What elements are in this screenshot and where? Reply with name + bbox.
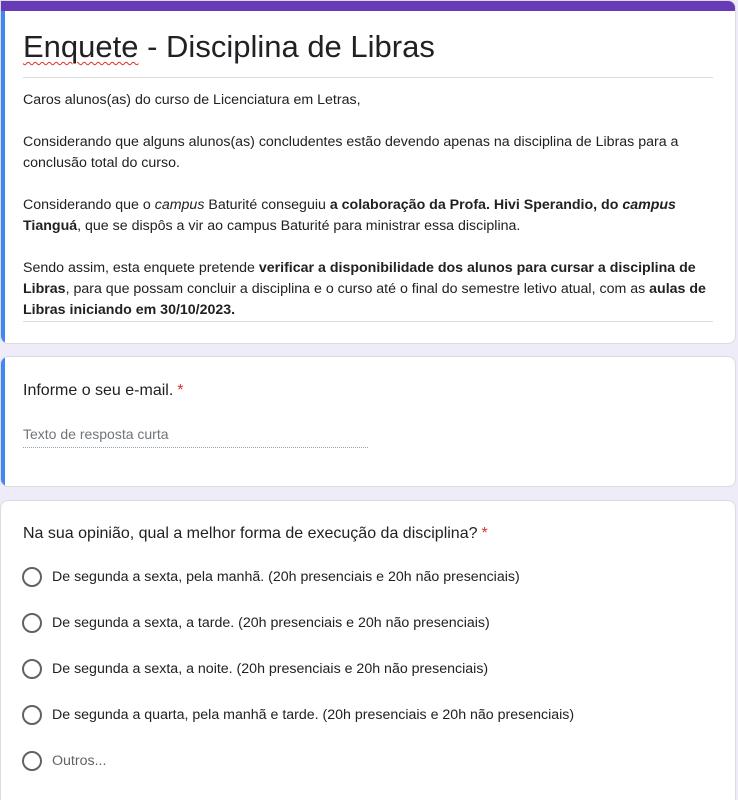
desc-p4-text-a: Sendo assim, esta enquete pretende [23, 260, 259, 276]
desc-p3-italic-campus: campus [154, 197, 205, 213]
required-asterisk: * [177, 382, 184, 399]
radio-option-mon-fri-night[interactable] [22, 658, 488, 680]
radio-button-icon[interactable] [22, 751, 42, 771]
desc-p4-bold-start-date: aulas de Libras iniciando em 30/10/2023. [23, 281, 706, 318]
form-title [23, 29, 435, 65]
execution-question-label: Na sua opinião, qual a melhor forma de execução da disciplina? [23, 525, 478, 542]
desc-p4-text-c: , para que possam concluir a disciplina e o curso até o final do semestre letivo atual, com as [65, 281, 650, 297]
form-description [23, 90, 713, 321]
desc-p3-text-c: Baturité conseguiu [204, 197, 330, 213]
radio-button-icon[interactable] [22, 613, 42, 633]
required-asterisk: * [481, 525, 488, 542]
description-paragraph-1: Caros alunos(as) do curso de Licenciatura em Letras, [23, 92, 361, 108]
email-question-card [0, 356, 736, 487]
radio-option-label: De segunda a sexta, pela manhã. (20h presenciais e 20h não presenciais) [52, 569, 520, 585]
form-title-word-spellcheck: Enquete [23, 29, 139, 64]
email-input[interactable] [23, 421, 368, 448]
desc-p3-bold-collaboration: a colaboração da Profa. Hivi Sperandio, do [329, 197, 623, 213]
radio-button-icon[interactable] [22, 705, 42, 725]
form-title-rest: - Disciplina de Libras [138, 29, 435, 64]
description-paragraph-2: Considerando que alguns alunos(as) concludentes estão devendo apenas na disciplina de Libras para a conclusão total do curso. [23, 134, 679, 171]
radio-option-label: De segunda a sexta, a tarde. (20h presenciais e 20h não presenciais) [52, 615, 490, 631]
execution-question-title [23, 525, 488, 543]
radio-button-icon[interactable] [22, 567, 42, 587]
desc-p4-bold-verify: verificar a disponibilidade dos alunos para cursar a disciplina de Libras [23, 260, 696, 297]
radio-option-label: De segunda a quarta, pela manhã e tarde. (20h presenciais e 20h não presenciais) [52, 707, 575, 723]
email-question-title [23, 382, 184, 400]
description-paragraph-4 [23, 258, 713, 321]
radio-button-icon[interactable] [22, 659, 42, 679]
theme-color-band [1, 1, 735, 11]
title-divider [23, 77, 713, 78]
desc-p3-bold-tiangua: Tianguá [23, 218, 78, 234]
form-header-card [0, 0, 736, 344]
radio-option-mon-wed-morning-afternoon[interactable] [22, 704, 574, 726]
radio-option-mon-fri-afternoon[interactable] [22, 612, 490, 634]
radio-option-label-other: Outros... [52, 753, 107, 769]
desc-p3-text-a: Considerando que o [23, 197, 155, 213]
description-paragraph-3 [23, 195, 713, 237]
radio-option-other[interactable] [22, 750, 106, 772]
desc-p3-bold-italic-campus: campus [622, 197, 676, 213]
radio-option-label: De segunda a sexta, a noite. (20h presenciais e 20h não presenciais) [52, 661, 489, 677]
radio-option-mon-fri-morning[interactable] [22, 566, 520, 588]
execution-question-card [0, 500, 736, 800]
active-section-accent [1, 11, 5, 343]
description-divider [23, 321, 713, 322]
email-question-label: Informe o seu e-mail. [23, 382, 174, 399]
desc-p3-text-g: , que se dispôs a vir ao campus Baturité para ministrar essa disciplina. [77, 218, 521, 234]
active-question-accent [1, 357, 5, 486]
